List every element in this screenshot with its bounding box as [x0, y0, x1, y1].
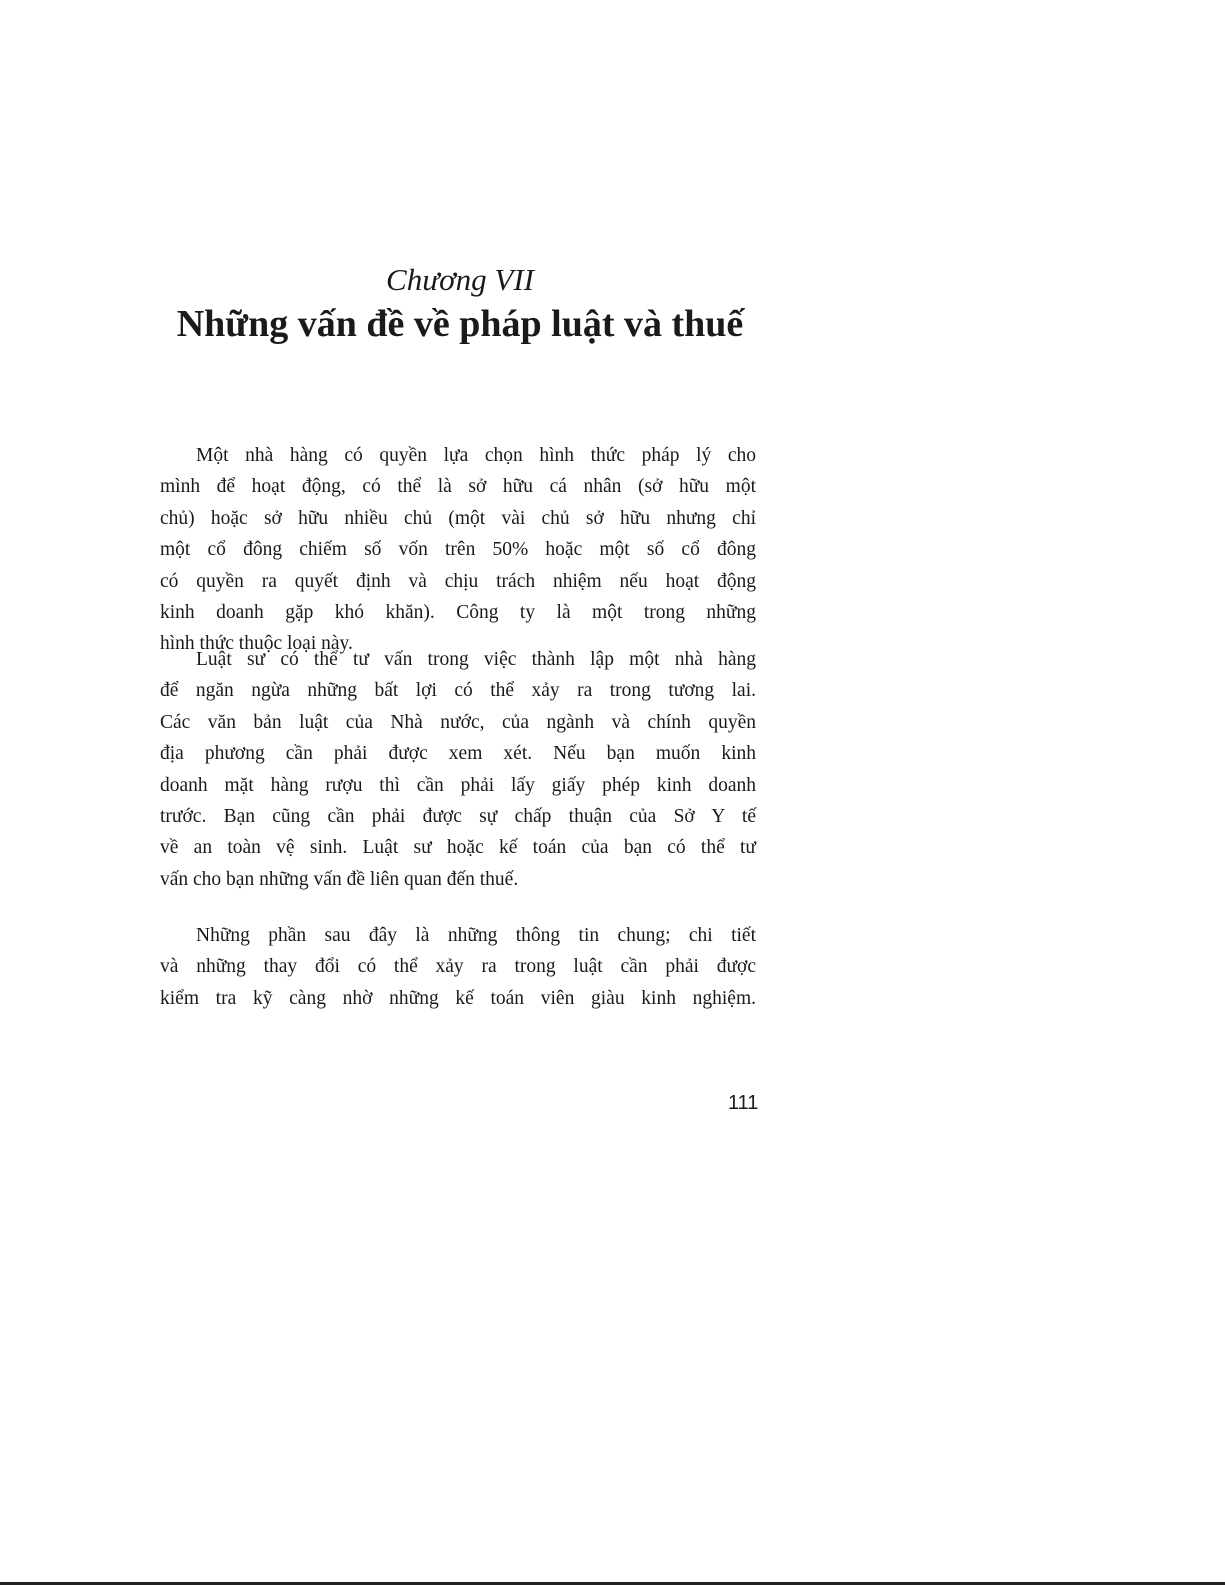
paragraph-2	[160, 644, 756, 895]
paragraph-3	[160, 920, 756, 1014]
text-line: kinh doanh gặp khó khăn). Công ty là một trong những	[160, 601, 756, 623]
chapter-title: Những vấn đề về pháp luật và thuế	[176, 303, 744, 345]
text-line: một cổ đông chiếm số vốn trên 50% hoặc một số cổ đông	[160, 539, 756, 561]
paragraph-1	[160, 440, 756, 660]
text-line: để ngăn ngừa những bất lợi có thể xảy ra trong tương lai.	[160, 680, 756, 702]
text-line: địa phương cần phải được xem xét. Nếu bạn muốn kinh	[160, 743, 756, 765]
text-line: vấn cho bạn những vấn đề liên quan đến thuế.	[160, 868, 519, 890]
text-line: hình thức thuộc loại này.	[160, 633, 353, 655]
text-line: Những phần sau đây là những thông tin chung; chi tiết	[196, 925, 756, 946]
text-line: Các văn bản luật của Nhà nước, của ngành và chính quyền	[160, 711, 756, 733]
text-line: Luật sư có thể tư vấn trong việc thành lập một nhà hàng	[196, 649, 756, 670]
text-line: kiểm tra kỹ càng nhờ những kế toán viên giàu kinh nghiệm.	[160, 987, 756, 1009]
page-number: 111	[728, 1092, 759, 1114]
chapter-label: Chương VII	[386, 262, 534, 297]
text-line: doanh mặt hàng rượu thì cần phải lấy giấy phép kinh doanh	[160, 774, 756, 796]
text-line: chủ) hoặc sở hữu nhiều chủ (một vài chủ sở hữu nhưng chỉ	[160, 507, 756, 529]
text-line: mình để hoạt động, có thể là sở hữu cá nhân (sở hữu một	[160, 476, 756, 498]
text-line: có quyền ra quyết định và chịu trách nhiệm nếu hoạt động	[160, 570, 756, 592]
text-line: Một nhà hàng có quyền lựa chọn hình thức pháp lý cho	[196, 445, 756, 466]
text-line: và những thay đổi có thể xảy ra trong luật cần phải được	[160, 956, 756, 978]
text-line: về an toàn vệ sinh. Luật sư hoặc kế toán của bạn có thể tư	[160, 837, 756, 859]
text-line: trước. Bạn cũng cần phải được sự chấp thuận của Sở Y tế	[160, 805, 756, 827]
